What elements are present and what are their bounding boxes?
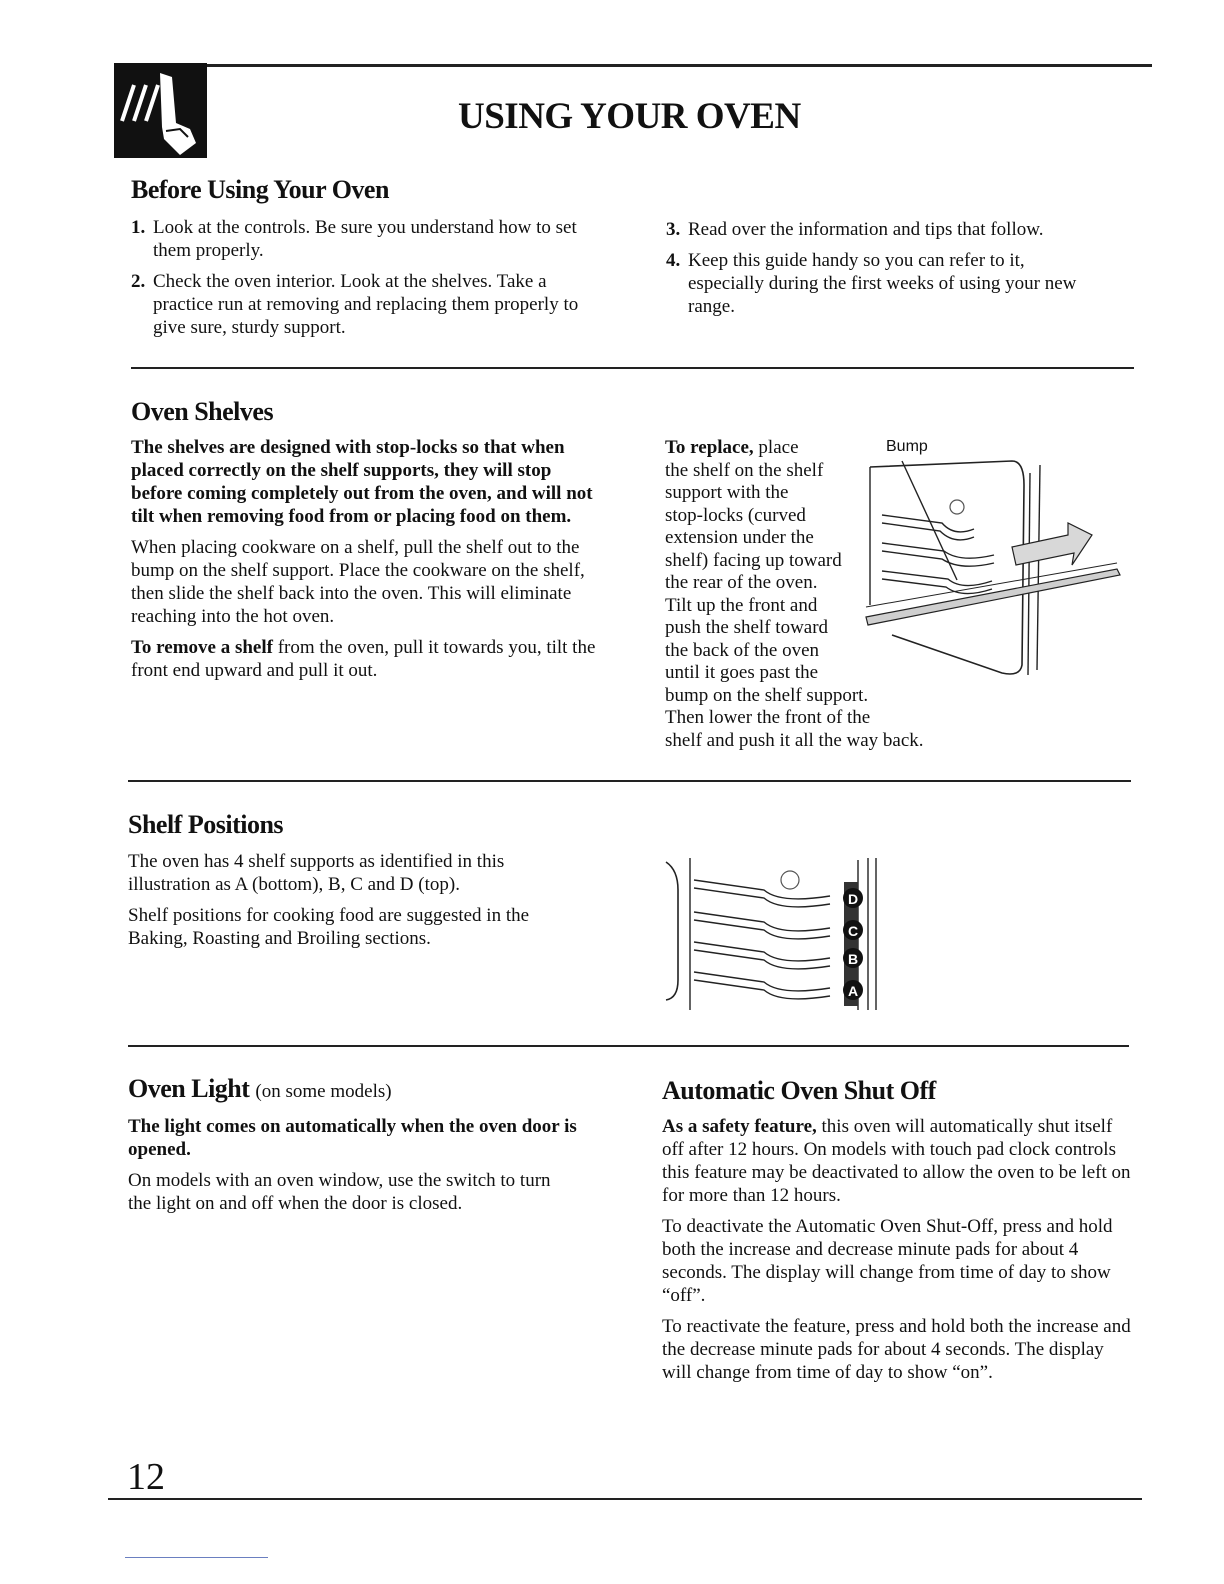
oven-light-body: On models with an oven window, use the switch to turn the light on and off when the door is closed. [128,1170,551,1214]
shut-off-text [662,1115,1132,1392]
shelf-label-b [843,948,863,968]
shelf-label-d [843,888,863,908]
shelf-replace-diagram [862,455,1124,685]
list-item: 2. Check the oven interior. Look at the shelves. Take a practice run at removing and replacing them properly to give sure, sturdy support. [131,271,579,338]
oven-shelves-left-text [131,436,601,690]
bump-label: Bump [886,438,928,455]
oven-shelves-heading: Oven Shelves [131,397,274,426]
oven-light-text [128,1115,578,1223]
shelves-intro: The shelves are designed with stop-locks so that when placed correctly on the shelf supports, they will stop before coming completely out from the oven, and will not tilt when removing food from or placing food on them. [131,437,593,527]
section-divider [128,1045,1129,1047]
shut-off-para2: To deactivate the Automatic Oven Shut-Off, press and hold both the increase and decrease minute pads for about 4 seconds. The display will change from time of day to show “off”. [662,1216,1113,1306]
section-divider [131,367,1134,369]
shelf-positions-para1: The oven has 4 shelf supports as identified in this illustration as A (bottom), B, C and D (top). [128,851,505,895]
shelf-positions-text [128,850,548,958]
svg-text:C: C [847,923,859,939]
shelf-label-c [843,920,863,940]
header-rule [207,64,1152,67]
shelves-remove: To remove a shelf from the oven, pull it towards you, tilt the front end upward and pull it out. [131,637,596,681]
shut-off-heading: Automatic Oven Shut Off [662,1076,936,1105]
svg-text:B: B [847,951,859,967]
list-item: 1. Look at the controls. Be sure you understand how to set them properly. [131,217,577,261]
page-title: USING YOUR OVEN [458,96,801,137]
shelf-label-a [843,980,863,1000]
footer-mark [125,1557,268,1558]
shelf-positions-diagram [660,850,900,1015]
list-item: 4. Keep this guide handy so you can refer to it, especially during the first weeks of using your new range. [666,250,1077,317]
before-steps-right [666,218,1096,326]
oven-light-bold: The light comes on automatically when the oven door is opened. [128,1116,577,1160]
before-steps-left [131,216,601,347]
svg-text:D: D [847,891,859,907]
shelf-positions-para2: Shelf positions for cooking food are suggested in the Baking, Roasting and Broiling sections. [128,905,530,949]
header-logo [114,63,207,158]
before-using-heading: Before Using Your Oven [131,175,389,204]
shelves-placing: When placing cookware on a shelf, pull the shelf out to the bump on the shelf support. Place the cookware on the shelf, then slide the shelf back into the oven. This will eliminate reaching into the hot oven. [131,537,585,627]
page-number: 12 [127,1456,165,1498]
oven-shelves-replace-text: To replace, place the shelf on the shelf support with the stop-locks (curved extension under the shelf) facing up toward the rear of the oven. Tilt up the front and push the shelf toward the back of the oven until it goes past the bump on the shelf support. Then lower the front of the shelf and push it all the way back. [665,437,924,751]
shelf-positions-heading: Shelf Positions [128,810,284,839]
footer-rule [108,1498,1142,1500]
oven-light-heading: Oven Light (on some models) [128,1074,392,1103]
list-item: 3. Read over the information and tips that follow. [666,219,1044,240]
shut-off-para1: As a safety feature, this oven will automatically shut itself off after 12 hours. On models with touch pad clock controls this feature may be deactivated to allow the oven to be left on for more than 12 hours. [662,1116,1131,1206]
section-divider [128,780,1131,782]
svg-text:A: A [847,983,859,999]
hand-pointer-icon [114,63,207,158]
shut-off-para3: To reactivate the feature, press and hold both the increase and the decrease minute pads for about 4 seconds. The display will change from time of day to show “on”. [662,1316,1131,1383]
